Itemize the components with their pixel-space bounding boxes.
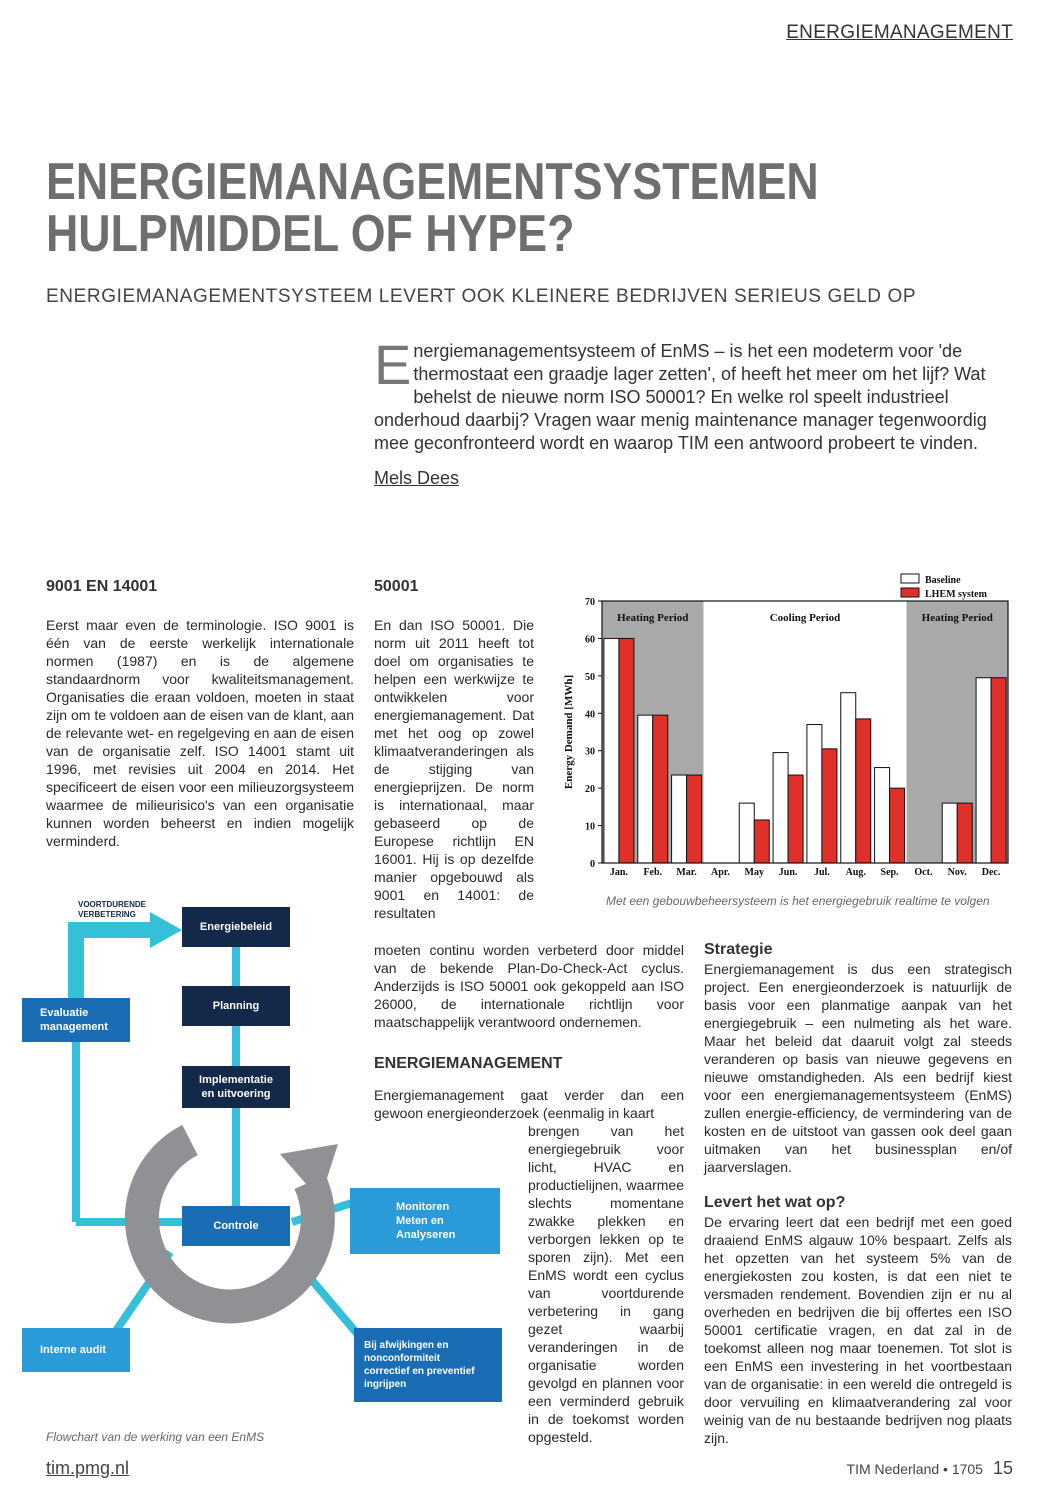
- x-tick-label: Sep.: [880, 867, 899, 878]
- bar-baseline-4: [739, 803, 754, 863]
- y-tick-label: 30: [585, 746, 595, 758]
- y-axis-label: Energy Demand [MWh]: [563, 674, 575, 790]
- y-tick-label: 0: [590, 859, 595, 870]
- continuous-arrow-head: [150, 912, 182, 948]
- evaluation-box: Evaluatie management: [22, 998, 130, 1042]
- bar-baseline-5: [773, 753, 788, 863]
- lead-text: nergiemanagementsysteem of EnMS – is het een modeterm voor 'de thermostaat een graadje lager zetten', of heeft het meer om het lijf? Wat behelst de nieuwe norm ISO 50001? En welke rol speelt industrieel onderhoud daarbij? Vragen waar menig maintenance manager tegenwoordig mee geconfronteerd wordt en waarop TIM een antwoord probeert te vinden.: [374, 341, 987, 453]
- enms-flowchart: [20, 892, 520, 1422]
- x-tick-label: Apr.: [711, 867, 730, 878]
- drop-cap: E: [374, 333, 412, 396]
- col2-text-narrow: En dan ISO 50001. Die norm uit 2011 heeft tot doel om organisaties te helpen een werkwijze te ontwikkelen voor energiemanagement. Dat met het oog op zowel klimaatveranderingen als de stijging van energieprijzen. De norm is internationaal, maar gebaseerd op de Europese richtlijn EN 16001. Hij is op dezelfde manier opgebouwd als 9001 en 14001: de resultaten: [374, 617, 534, 921]
- page-number: 15: [992, 1458, 1013, 1478]
- x-tick-label: Aug.: [845, 867, 866, 878]
- y-tick-label: 20: [585, 784, 595, 796]
- bar-lhem-0: [619, 638, 634, 863]
- chart-caption: Met een gebouwbeheersysteem is het energiegebruik realtime te volgen: [606, 894, 990, 908]
- lead-paragraph: [374, 333, 1014, 455]
- flowchart-caption: Flowchart van de werking van een EnMS: [46, 1430, 265, 1444]
- col1-heading: 9001 EN 14001: [46, 578, 158, 595]
- y-tick-label: 10: [585, 821, 595, 833]
- article-subtitle: ENERGIEMANAGEMENTSYSTEEM LEVERT OOK KLEINERE BEDRIJVEN SERIEUS GELD OP: [46, 286, 917, 307]
- period-label-1: Cooling Period: [769, 612, 841, 624]
- bar-baseline-1: [638, 715, 653, 863]
- implementation-box: Implementatie en uitvoering: [182, 1066, 290, 1108]
- bar-lhem-1: [653, 715, 668, 863]
- legend-label-1: LHEM system: [925, 589, 987, 600]
- y-tick-label: 70: [585, 597, 595, 608]
- bar-lhem-11: [991, 678, 1006, 863]
- continuous-label: VOORTDURENDE VERBETERING: [78, 900, 147, 919]
- energy-demand-chart: [555, 565, 1015, 883]
- col2-heading: 50001: [374, 578, 419, 595]
- x-tick-label: Dec.: [981, 867, 1001, 878]
- legend-label-0: Baseline: [925, 575, 961, 586]
- x-tick-label: Mar.: [676, 867, 697, 878]
- title-line-2: HULPMIDDEL OF HYPE?: [46, 205, 575, 263]
- col2-text2-wide: Energiemanagement gaat verder dan een gewoon energieonderzoek (eenmalig in kaart: [374, 1087, 684, 1121]
- col2-text2-narrow: brengen van het energiegebruik voor licht, HVAC en productielijnen, waarmee slechts momentane zwakke plekken en verborgen lekken op te sporen zijn). Met een EnMS wordt een cyclus van voortdurende verbetering in gang gezet waarbij veranderingen in de organisatie worden gevolgd en plannen voor een verminderd gebruik in de toekomst worden opgesteld.: [528, 1123, 684, 1445]
- monitor-box: Monitoren Meten en Analyseren: [350, 1188, 500, 1254]
- col2-text-wide: moeten continu worden verbeterd door middel van de bekende Plan-Do-Check-Act cyclus. Anderzijds is ISO 50001 ook gekoppeld aan ISO 26000, de internationale richtlijn voor maatschappelijk verantwoord ondernemen.: [374, 942, 684, 1030]
- col2-heading-2: ENERGIEMANAGEMENT: [374, 1055, 563, 1072]
- legend-swatch-0: [901, 574, 919, 583]
- bar-lhem-10: [957, 803, 972, 863]
- x-tick-label: May: [744, 867, 764, 878]
- bar-baseline-10: [942, 803, 957, 863]
- issue-label: TIM Nederland • 1705: [846, 1461, 983, 1477]
- col3-text-2: De ervaring leert dat een bedrijf met een goed draaiend EnMS algauw 10% bespaart. Zelfs als het opzetten van het systeem 5% van de energiekosten zou kosten, is dat een niet te versmaden rendement. Bovendien zijn er nu al overheden en bedrijven die bij offertes een ISO 50001 certificatie vragen, en dat zal in de toekomst alleen nog maar toenemen. Tot slot is een EnMS een investering in het voortbestaan van de organisatie: in een wereld die ontregeld is door vervuiling en klimaatverandering zal voor weinig van de nu bestaande bedrijven nog plaats zijn.: [704, 1214, 1012, 1446]
- section-tag: ENERGIEMANAGEMENT: [786, 22, 1013, 43]
- energy-policy-box: Energiebeleid: [182, 907, 290, 947]
- bar-lhem-4: [754, 820, 769, 863]
- bar-baseline-7: [841, 693, 856, 863]
- bar-baseline-2: [672, 775, 687, 863]
- x-tick-label: Jul.: [813, 867, 830, 878]
- period-label-2: Heating Period: [921, 612, 993, 624]
- x-tick-label: Jun.: [778, 867, 798, 878]
- deviation-box: Bij afwijkingen en nonconformiteit correctief en preventief ingrijpen: [354, 1328, 502, 1402]
- bar-lhem-2: [687, 775, 702, 863]
- y-tick-label: 60: [585, 634, 595, 646]
- col3-text-1: Energiemanagement is dus een strategisch project. Een energieonderzoek is natuurlijk de basis voor een planmatige aanpak van het energiegebruik – een nulmeting als het ware. Maar het beleid dat daaruit volgt zal steeds veranderen op basis van nieuwe gegevens en nieuwe omstandigheden. Als een bedrijf kiest voor een energiemanagementsysteem (EnMS) zullen energie-efficiency, de vermindering van de kosten en de uitstoot van gassen ook deel gaan uitmaken van het businessplan en/of jaarverslagen.: [704, 961, 1012, 1175]
- internal-audit-box: Interne audit: [22, 1328, 130, 1372]
- x-tick-label: Nov.: [947, 867, 967, 878]
- x-tick-label: Oct.: [914, 867, 933, 878]
- y-tick-label: 40: [585, 709, 595, 721]
- author-link[interactable]: Mels Dees: [374, 468, 460, 488]
- bar-baseline-11: [976, 678, 991, 863]
- title-line-1: ENERGIEMANAGEMENTSYSTEMEN: [46, 153, 819, 211]
- bar-baseline-8: [875, 768, 890, 863]
- bar-baseline-6: [807, 725, 822, 863]
- col3-heading-1: Strategie: [704, 941, 773, 958]
- x-tick-label: Feb.: [643, 867, 663, 878]
- article-title: [46, 153, 889, 263]
- control-box: Controle: [182, 1206, 290, 1246]
- period-label-0: Heating Period: [617, 612, 689, 624]
- bar-baseline-0: [604, 638, 619, 863]
- bar-lhem-7: [856, 719, 871, 863]
- y-tick-label: 50: [585, 671, 595, 683]
- legend-swatch-1: [901, 588, 919, 597]
- planning-box: Planning: [182, 986, 290, 1026]
- site-link[interactable]: tim.pmg.nl: [46, 1458, 130, 1478]
- col1-text: Eerst maar even de terminologie. ISO 9001 is één van de eerste werkelijk internationale normen (1987) en is de algemene standaardnorm voor kwaliteitsmanagement. Organisaties die eraan voldoen, moeten in staat zijn om te voldoen aan de eisen van de klant, aan de relevante wet- en regelgeving en aan de eisen van de organisatie zelf. ISO 14001 stamt uit 1996, met revisies uit 2004 en 2014. Het specificeert de eisen voor een milieuzorgsysteem waarmee de milieurisico's van een organisatie kunnen worden beheerst en indien mogelijk verminderd.: [46, 617, 354, 849]
- bar-lhem-6: [822, 749, 837, 863]
- bar-lhem-5: [788, 775, 803, 863]
- x-tick-label: Jan.: [609, 867, 628, 878]
- col3-heading-2: Levert het wat op?: [704, 1194, 846, 1211]
- bar-lhem-8: [890, 788, 905, 863]
- footer-info: [847, 1458, 1013, 1479]
